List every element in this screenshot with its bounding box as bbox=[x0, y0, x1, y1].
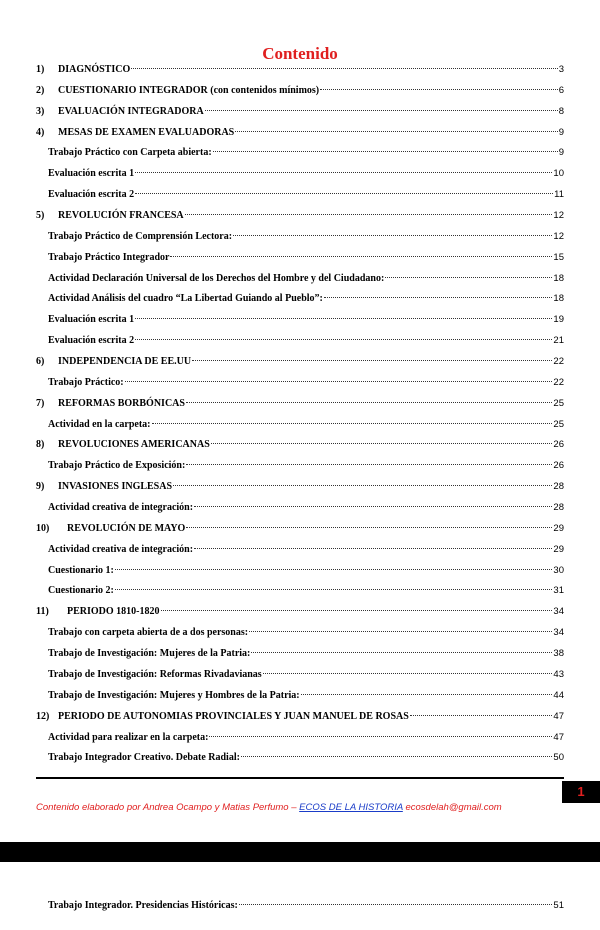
toc-entry-page: 43 bbox=[553, 668, 564, 680]
page-title: Contenido bbox=[262, 44, 338, 63]
toc-entry-page: 9 bbox=[558, 126, 564, 138]
leader-dots bbox=[186, 527, 552, 528]
leader-dots bbox=[125, 381, 553, 382]
leader-dots bbox=[135, 193, 553, 194]
leader-dots bbox=[251, 652, 552, 653]
leader-dots bbox=[320, 89, 558, 90]
toc-entry-page: 6 bbox=[558, 84, 564, 96]
leader-dots bbox=[241, 756, 552, 757]
toc-entry[interactable] bbox=[36, 581, 564, 602]
toc-entry-text: Evaluación escrita 1 bbox=[48, 314, 135, 326]
toc-entry[interactable] bbox=[36, 644, 564, 665]
toc-entry-page: 3 bbox=[558, 64, 564, 75]
leader-dots bbox=[410, 715, 553, 716]
toc-entry-page: 11 bbox=[554, 189, 564, 201]
toc-entry-text: Trabajo de Investigación: Mujeres y Hombres de la Patria: bbox=[48, 689, 300, 701]
toc-entry-page: 25 bbox=[553, 418, 564, 430]
toc-entry-page: 44 bbox=[553, 689, 564, 701]
leader-dots bbox=[161, 610, 553, 611]
toc-entry[interactable] bbox=[36, 748, 564, 769]
leader-dots bbox=[324, 297, 553, 298]
toc-entry-text: Trabajo Integrador Creativo. Debate Radial: bbox=[48, 752, 240, 764]
toc-entry-text: REVOLUCIÓN DE MAYO bbox=[67, 522, 186, 534]
toc-entry-page: 26 bbox=[553, 439, 564, 451]
toc-entry-page: 50 bbox=[553, 752, 564, 764]
toc-entry-page: 9 bbox=[558, 147, 564, 159]
toc-entry-text: DIAGNÓSTICO bbox=[58, 64, 131, 75]
toc-entry-page: 8 bbox=[558, 105, 564, 117]
leader-dots bbox=[115, 569, 553, 570]
toc-entry[interactable] bbox=[36, 498, 564, 519]
toc-entry-text: Trabajo Práctico: bbox=[48, 376, 124, 388]
toc-entry-page: 38 bbox=[553, 648, 564, 660]
leader-dots bbox=[173, 485, 552, 486]
toc-entry-text: Actividad creativa de integración: bbox=[48, 502, 194, 514]
toc-entry-text: Trabajo de Investigación: Reformas Rivadavianas bbox=[48, 668, 262, 680]
toc-section-number: 7) bbox=[36, 397, 45, 409]
leader-dots bbox=[211, 443, 553, 444]
toc-entry-page: 15 bbox=[553, 251, 564, 263]
leader-dots bbox=[209, 736, 552, 737]
toc-entry[interactable] bbox=[36, 248, 564, 269]
leader-dots bbox=[192, 360, 552, 361]
toc-entry-text: MESAS DE EXAMEN EVALUADORAS bbox=[58, 126, 235, 138]
toc-entry-page: 22 bbox=[553, 376, 564, 388]
toc-entry[interactable] bbox=[36, 331, 564, 352]
toc-section-number: 8) bbox=[36, 439, 45, 451]
toc-section[interactable] bbox=[36, 707, 564, 728]
leader-dots bbox=[194, 506, 552, 507]
toc-entry-text: Actividad para realizar en la carpeta: bbox=[48, 731, 209, 743]
leader-dots bbox=[194, 548, 552, 549]
toc-entry[interactable] bbox=[36, 185, 564, 206]
toc-section-number: 9) bbox=[36, 481, 45, 493]
toc-entry-text: Cuestionario 1: bbox=[48, 564, 114, 576]
toc-entry-text: Cuestionario 2: bbox=[48, 585, 114, 597]
leader-dots bbox=[249, 631, 552, 632]
toc-entry-page: 47 bbox=[553, 731, 564, 743]
toc-entry-page: 18 bbox=[553, 293, 564, 305]
toc-entry-page: 29 bbox=[553, 522, 564, 534]
toc-entry[interactable] bbox=[36, 686, 564, 707]
footer-email: ecosdelah@gmail.com bbox=[402, 802, 502, 813]
toc-entry-page: 31 bbox=[553, 585, 564, 597]
toc-section[interactable] bbox=[36, 123, 564, 144]
toc-entry-text: CUESTIONARIO INTEGRADOR (con contenidos mínimos) bbox=[58, 84, 320, 96]
toc-entry-page: 28 bbox=[553, 481, 564, 493]
leader-dots bbox=[170, 256, 552, 257]
toc-entry-text: Trabajo con carpeta abierta de a dos personas: bbox=[48, 627, 249, 639]
leader-dots bbox=[186, 464, 552, 465]
toc-entry-next-page[interactable] bbox=[36, 896, 564, 917]
toc-entry-text: REFORMAS BORBÓNICAS bbox=[58, 397, 185, 409]
toc-entry[interactable] bbox=[36, 415, 564, 436]
leader-dots bbox=[135, 318, 552, 319]
toc-entry-page: 47 bbox=[553, 710, 564, 722]
leader-dots bbox=[205, 110, 558, 111]
toc-entry-page: 12 bbox=[553, 230, 564, 242]
footer-credit bbox=[36, 802, 502, 813]
toc-entry-page: 26 bbox=[553, 460, 564, 472]
leader-dots bbox=[239, 904, 553, 905]
toc-section-number: 1) bbox=[36, 64, 45, 75]
toc-entry[interactable] bbox=[36, 540, 564, 561]
toc-entry-text: Actividad Declaración Universal de los Derechos del Hombre y del Ciudadano: bbox=[48, 272, 385, 284]
toc-section-number: 11) bbox=[36, 606, 49, 618]
toc-entry-page: 34 bbox=[553, 606, 564, 618]
toc-entry-page: 29 bbox=[553, 543, 564, 555]
toc-section-number: 2) bbox=[36, 84, 45, 96]
toc-entry-page: 51 bbox=[553, 900, 564, 911]
leader-dots bbox=[213, 151, 558, 152]
toc-section-number: 4) bbox=[36, 126, 45, 138]
footer-link[interactable]: ECOS DE LA HISTORIA bbox=[299, 802, 403, 813]
leader-dots bbox=[233, 235, 552, 236]
leader-dots bbox=[135, 339, 552, 340]
toc-entry-page: 18 bbox=[553, 272, 564, 284]
table-of-contents bbox=[36, 60, 564, 769]
leader-dots bbox=[235, 131, 557, 132]
toc-entry[interactable] bbox=[36, 373, 564, 394]
toc-section[interactable] bbox=[36, 477, 564, 498]
toc-entry-text: INDEPENDENCIA DE EE.UU bbox=[58, 356, 192, 368]
toc-entry[interactable] bbox=[36, 561, 564, 582]
toc-entry-text: Trabajo Práctico de Exposición: bbox=[48, 460, 186, 472]
toc-entry-page: 22 bbox=[553, 356, 564, 368]
toc-section-number: 3) bbox=[36, 105, 45, 117]
toc-section-number: 10) bbox=[36, 522, 50, 534]
page-number-badge: 1 bbox=[562, 781, 600, 803]
toc-entry[interactable] bbox=[36, 310, 564, 331]
toc-entry-page: 30 bbox=[553, 564, 564, 576]
toc-section[interactable] bbox=[36, 435, 564, 456]
toc-entry-text: Evaluación escrita 2 bbox=[48, 189, 135, 201]
toc-entry-text: Trabajo Práctico Integrador bbox=[48, 251, 170, 263]
footer-text: Contenido elaborado por Andrea Ocampo y Matias Perfumo – bbox=[36, 802, 300, 813]
toc-section[interactable] bbox=[36, 102, 564, 123]
toc-entry[interactable] bbox=[36, 623, 564, 644]
toc-entry-text: Trabajo Práctico de Comprensión Lectora: bbox=[48, 230, 233, 242]
toc-entry-text: Actividad creativa de integración: bbox=[48, 543, 194, 555]
leader-dots bbox=[131, 68, 557, 69]
toc-entry-text: PERIODO DE AUTONOMIAS PROVINCIALES Y JUAN MANUEL DE ROSAS bbox=[58, 710, 409, 722]
toc-entry-page: 34 bbox=[553, 627, 564, 639]
leader-dots bbox=[385, 277, 552, 278]
toc-entry-text: Actividad en la carpeta: bbox=[48, 418, 151, 430]
leader-dots bbox=[185, 214, 553, 215]
toc-section[interactable] bbox=[36, 60, 564, 81]
toc-entry[interactable] bbox=[36, 665, 564, 686]
toc-entry-text: INVASIONES INGLESAS bbox=[58, 481, 173, 493]
leader-dots bbox=[152, 423, 553, 424]
toc-section-number: 5) bbox=[36, 210, 45, 222]
toc-section[interactable] bbox=[36, 602, 564, 623]
toc-entry-page: 12 bbox=[553, 210, 564, 222]
toc-section-number: 6) bbox=[36, 356, 45, 368]
toc-entry[interactable] bbox=[36, 143, 564, 164]
toc-entry-text: Actividad Análisis del cuadro “La Libertad Guiando al Pueblo”: bbox=[48, 293, 323, 305]
toc-entry[interactable] bbox=[36, 269, 564, 290]
toc-entry[interactable] bbox=[36, 728, 564, 749]
leader-dots bbox=[186, 402, 552, 403]
leader-dots bbox=[115, 589, 553, 590]
toc-entry-text: REVOLUCIONES AMERICANAS bbox=[58, 439, 210, 451]
toc-section[interactable] bbox=[36, 206, 564, 227]
page-break-band bbox=[0, 842, 600, 862]
toc-entry[interactable] bbox=[36, 227, 564, 248]
toc-entry-text: REVOLUCIÓN FRANCESA bbox=[58, 210, 184, 222]
toc-entry[interactable] bbox=[36, 289, 564, 310]
toc-entry-text: Trabajo de Investigación: Mujeres de la Patria: bbox=[48, 648, 251, 660]
leader-dots bbox=[135, 172, 552, 173]
toc-entry-page: 21 bbox=[553, 335, 564, 347]
toc-entry-text: Evaluación escrita 2 bbox=[48, 335, 135, 347]
toc-entry-page: 19 bbox=[553, 314, 564, 326]
toc-entry-text: PERIODO 1810-1820 bbox=[67, 606, 160, 618]
toc-entry-text: Evaluación escrita 1 bbox=[48, 168, 135, 180]
toc-section[interactable] bbox=[36, 352, 564, 373]
toc-entry[interactable] bbox=[36, 164, 564, 185]
toc-entry-text: Trabajo Integrador. Presidencias Históricas: bbox=[48, 900, 238, 911]
toc-section-number: 12) bbox=[36, 710, 50, 722]
toc-section[interactable] bbox=[36, 394, 564, 415]
footer-divider bbox=[36, 777, 564, 779]
toc-section[interactable] bbox=[36, 81, 564, 102]
toc-entry-page: 25 bbox=[553, 397, 564, 409]
toc-entry-page: 10 bbox=[553, 168, 564, 180]
toc-entry-text: Trabajo Práctico con Carpeta abierta: bbox=[48, 147, 212, 159]
leader-dots bbox=[263, 673, 553, 674]
toc-section[interactable] bbox=[36, 519, 564, 540]
toc-entry[interactable] bbox=[36, 456, 564, 477]
toc-entry-page: 28 bbox=[553, 502, 564, 514]
leader-dots bbox=[301, 694, 553, 695]
toc-entry-text: EVALUACIÓN INTEGRADORA bbox=[58, 105, 204, 117]
